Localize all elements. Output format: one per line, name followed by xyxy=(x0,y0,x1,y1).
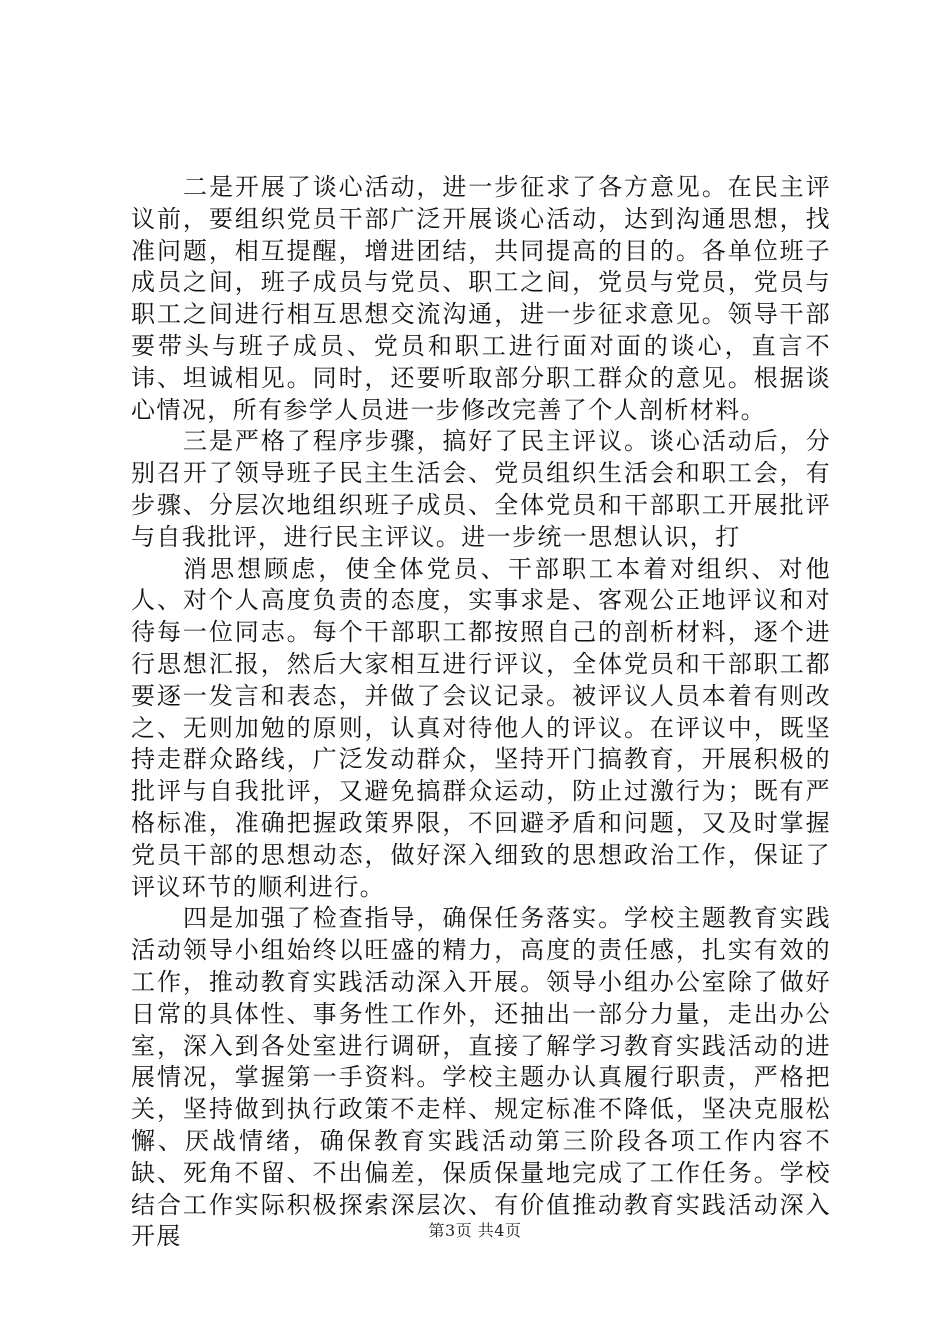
page-number-footer: 第3页 共4页 xyxy=(428,1221,522,1240)
paragraph-democratic-review: 三是严格了程序步骤，搞好了民主评议。谈心活动后，分别召开了领导班子民主生活会、党员组织生活会和职工会，有步骤、分层次地组织班子成员、全体党员和干部职工开展批评与自我批评，进行民主评议。进一步统一思想认识，打 xyxy=(131,427,831,551)
document-body xyxy=(131,172,831,1253)
paragraph-talk-activities: 二是开展了谈心活动，进一步征求了各方意见。在民主评议前，要组织党员干部广泛开展谈心活动，达到沟通思想，找准问题，相互提醒，增进团结，共同提高的目的。各单位班子成员之间，班子成员与党员、职工之间，党员与党员，党员与职工之间进行相互思想交流沟通，进一步征求意见。领导干部要带头与班子成员、党员和职工进行面对面的谈心，直言不讳、坦诚相见。同时，还要听取部分职工群众的意见。根据谈心情况，所有参学人员进一步修改完善了个人剖析材料。 xyxy=(131,173,831,424)
paragraph-inspection-guidance: 四是加强了检查指导，确保任务落实。学校主题教育实践活动领导小组始终以旺盛的精力，高度的责任感，扎实有效的工作，推动教育实践活动深入开展。领导小组办公室除了做好日常的具体性、事务性工作外，还抽出一部分力量，走出办公室，深入到各处室进行调研，直接了解学习教育实践活动的进展情况，掌握第一手资料。学校主题办认真履行职责，严格把关，坚持做到执行政策不走样、规定标准不降低，坚决克服松懈、厌战情绪，确保教育实践活动第三阶段各项工作内容不缺、死角不留、不出偏差，保质保量地完成了工作任务。学校结合工作实际积极探索深层次、有价值推动教育实践活动深入开展 xyxy=(131,904,831,1251)
paragraph-eliminate-concerns: 消思想顾虑，使全体党员、干部职工本着对组织、对他人、对个人高度负责的态度，实事求是、客观公正地评议和对待每一位同志。每个干部职工都按照自己的剖析材料，逐个进行思想汇报，然后大家相互进行评议，全体党员和干部职工都要逐一发言和表态，并做了会议记录。被评议人员本着有则改之、无则加勉的原则，认真对待他人的评议。在评议中，既坚持走群众路线，广泛发动群众，坚持开门搞教育，开展积极的批评与自我批评，又避免搞群众运动，防止过激行为；既有严格标准，准确把握政策界限，不回避矛盾和问题，又及时掌握党员干部的思想动态，做好深入细致的思想政治工作，保证了评议环节的顺利进行。 xyxy=(131,554,831,901)
